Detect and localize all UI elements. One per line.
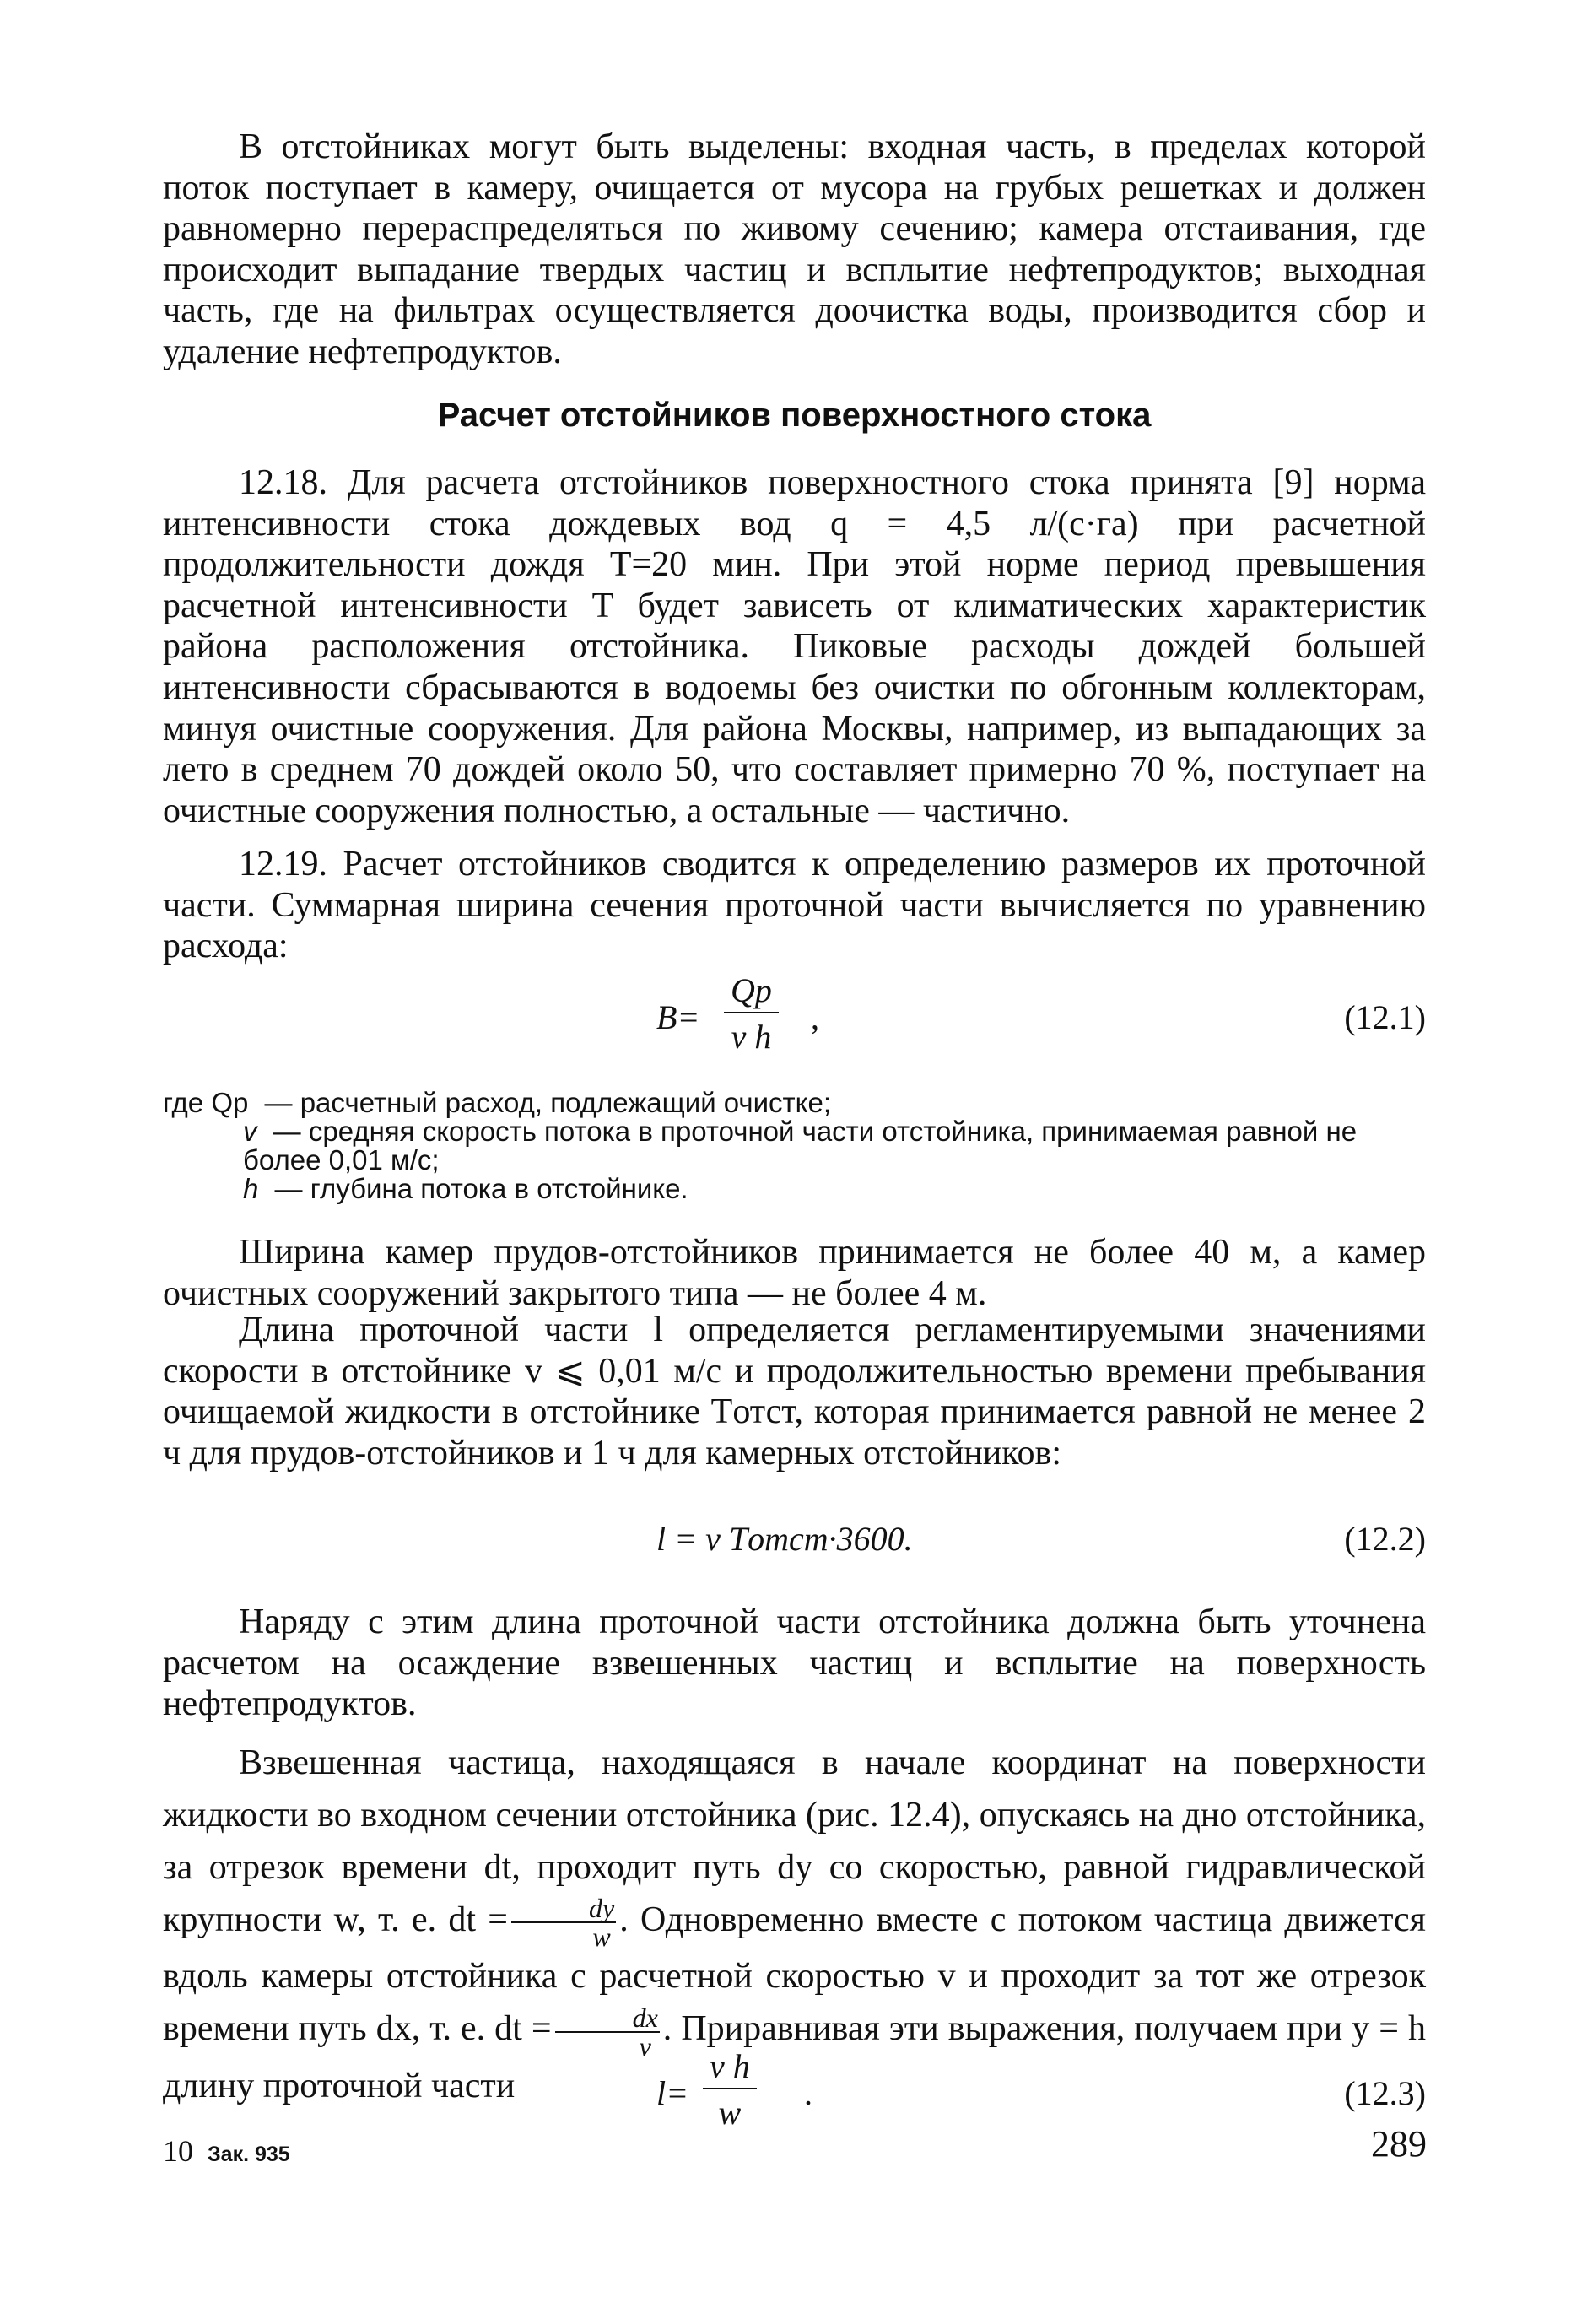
eq1-tail: , [811,998,819,1036]
inline-denominator: w [592,1921,611,1953]
page-number: 289 [1371,2123,1427,2165]
inline-fraction-dy-w [511,1893,616,1953]
particle-text-a: Взвешенная частица, находящаяся в начале координат на поверхности жидкости во входном сечении отстойника (рис. 12.4), опускаясь на дно отстойника, за отрезок времени dt, проходит путь dy со скоростью, равной гидравлической крупности w, т. е. dt = [163,1743,1426,1939]
clause-12-19-block [163,844,1426,967]
width-paragraph-block [163,1232,1426,1314]
definition-symbol: h [243,1173,259,1204]
definition-row [163,1089,1426,1117]
equation-12-1 [163,970,1426,1063]
definition-text: — расчетный расход, подлежащий очистке; [264,1087,832,1118]
eq3-tail: . [804,2074,812,2112]
eq1-denominator: v h [731,1018,772,1056]
eq3-number: (12.3) [1344,2074,1426,2112]
eq2-expression: l = v Tотст·3600. [656,1520,913,1558]
eq1-numerator: Qр [724,970,779,1013]
eq1-number: (12.1) [1344,998,1426,1036]
intro-paragraph: В отстойниках могут быть выделены: входная часть, в пределах которой поток поступает в камеру, очищается от мусора на грубых решетках и должен равномерно перераспределяться по живому сечению; камера отстаивания, где происходит выпадание твердых частиц и всплытие нефтепродуктов; выходная часть, где на фильтрах осуществляется доочистка воды, производится сбор и удаление нефтепродуктов. [163,127,1426,371]
refine-paragraph-block [163,1602,1426,1725]
inline-numerator: dy [511,1894,616,1923]
order-number: Зак. 935 [208,2143,290,2166]
eq1-lhs: B= [656,998,700,1036]
width-paragraph: Ширина камер прудов-отстойников принимается не более 40 м, а камер очистных сооружений закрытого типа — не более 4 м. [163,1233,1426,1313]
variable-definitions [163,1089,1426,1203]
eq1-fraction [724,970,779,1057]
eq3-lhs: l= [656,2074,689,2112]
definition-text: — средняя скорость потока в проточной части отстойника, принимаемая равной не более 0,01 м/с; [243,1116,1358,1176]
clause-12-19: 12.19. Расчет отстойников сводится к определению размеров их проточной части. Суммарная ширина сечения проточной части вычисляется по уравнению расхода: [163,845,1426,966]
inline-numerator: dx [555,2004,660,2033]
clause-12-18-block [163,462,1426,831]
inline-denominator: v [639,2030,651,2062]
eq3-fraction [703,2046,757,2132]
definition-row [163,1175,1426,1203]
print-signature [163,2133,290,2169]
equation-12-3 [163,2046,1426,2139]
particle-text-b: . Одновременно вместе с потоком частица движется вдоль камеры отстойника с расчетной скоростью v и проходит за тот же отрезок времени путь dx, т. е. dt = [163,1900,1426,2049]
refine-paragraph: Наряду с этим длина проточной части отстойника должна быть уточнена расчетом на осаждение взвешенных частиц и всплытие на поверхность нефтепродуктов. [163,1602,1426,1724]
section-heading-block [163,397,1426,435]
particle-text-c: . Приравнивая эти выражения, получаем при y = h длину проточной части [163,2009,1427,2105]
definition-symbol: v [243,1116,257,1147]
definition-text: — глубина потока в отстойнике. [274,1173,688,1204]
length-paragraph-block [163,1310,1426,1473]
intro-block [163,127,1426,373]
length-paragraph: Длина проточной части l определяется регламентируемыми значениями скорости в отстойнике v ⩽ 0,01 м/с и продолжительностью времени пребывания очищаемой жидкости в отстойнике Tотст, которая принимается равной не менее 2 ч для прудов-отстойников и 1 ч для камерных отстойников: [163,1311,1426,1473]
clause-12-18: 12.18. Для расчета отстойников поверхностного стока принята [9] норма интенсивности стока дождевых вод q = 4,5 л/(с·га) при расчетной продолжительности дождя T=20 мин. При этой норме период превышения расчетной интенсивности T будет зависеть от климатических характеристик района расположения отстойника. Пиковые расходы дождей большей интенсивности сбрасываются в водоемы без очистки по обгонным коллекторам, минуя очистные сооружения. Для района Москвы, например, из выпадающих за лето в среднем 70 дождей около 50, что составляет примерно 70 %, поступает на очистные сооружения полностью, а остальные — частично. [163,463,1426,830]
eq3-denominator: w [718,2094,742,2132]
section-heading: Расчет отстойников поверхностного стока [437,397,1152,434]
eq2-number: (12.2) [1344,1520,1426,1558]
signature-mark: 10 [163,2134,193,2168]
definition-symbol: где Qр [163,1087,249,1118]
eq3-numerator: v h [703,2046,757,2089]
equation-12-2 [163,1519,1426,1570]
definition-row [163,1117,1426,1175]
